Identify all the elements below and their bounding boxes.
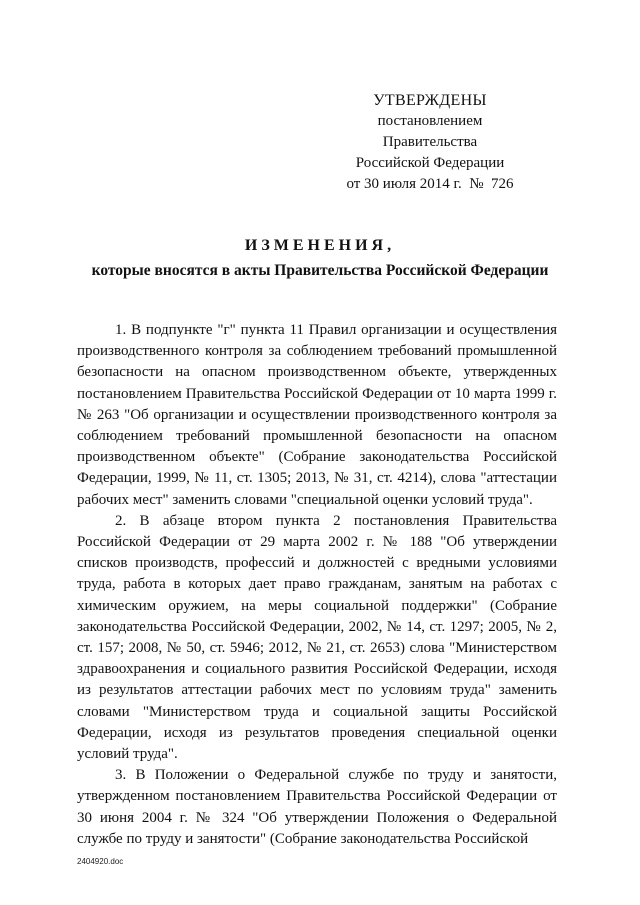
paragraph-1: 1. В подпункте "г" пункта 11 Правил организации и осуществления производственного контроля за соблюдением требований промышленной безопасности на опасном производственном объекте, утвержденных постановлением Правительства Российской Федерации от 10 марта 1999 г. № 263 "Об организации и осуществлении производственного контроля за соблюдением требований промышленной безопасности на опасном производственном объекте" (Собрание законодательства Российской Федерации, 1999, № 11, ст. 1305; 2013, № 31, ст. 4214), слова "аттестации рабочих мест" заменить словами "специальной оценки условий труда".	[77, 322, 557, 508]
approval-line-4: от 30 июля 2014 г. № 726	[346, 176, 514, 192]
document-title: ИЗМЕНЕНИЯ,	[244, 237, 396, 254]
approval-line-3: Российской Федерации	[355, 155, 505, 171]
approval-line-2: постановлением Правительства	[377, 113, 483, 150]
approval-stamp	[330, 90, 530, 195]
approval-heading: УТВЕРЖДЕНЫ	[373, 92, 487, 109]
file-code: 2404920.doc	[77, 857, 124, 866]
document-body	[77, 320, 557, 850]
document-subtitle: которые вносятся в акты Правительства Российской Федерации	[91, 262, 549, 279]
paragraph-3: 3. В Положении о Федеральной службе по труду и занятости, утвержденном постановлением Правительства Российской Федерации от 30 июня 2004 г. № 324 "Об утверждении Положения о Федеральной службе по труду и занятости" (Собрание законодательства Российской	[77, 767, 557, 847]
paragraph-2: 2. В абзаце втором пункта 2 постановления Правительства Российской Федерации от 29 марта 2002 г. № 188 "Об утверждении списков производств, профессий и должностей с вредными условиями труда, работа в которых дает право гражданам, занятым на работах с химическим оружием, на меры социальной поддержки" (Собрание законодательства Российской Федерации, 2002, № 14, ст. 1297; 2005, № 2, ст. 157; 2008, № 50, ст. 5946; 2012, № 21, ст. 2653) слова "Министерством здравоохранения и социального развития Российской Федерации, исходя из результатов аттестации рабочих мест по условиям труда" заменить словами "Министерством труда и социальной защиты Российской Федерации, исходя из результатов проведения специальной оценки условий труда".	[77, 512, 557, 763]
